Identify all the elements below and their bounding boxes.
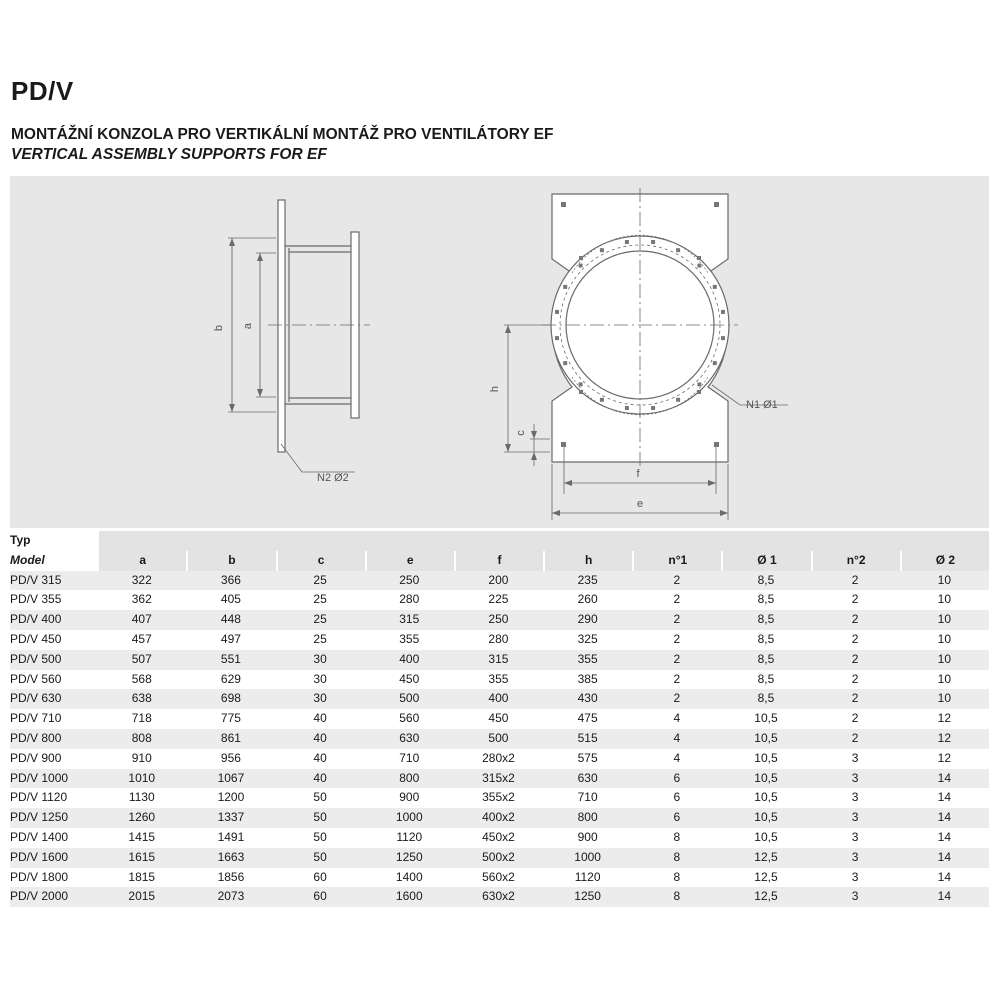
value-cell: 1260 (97, 808, 186, 828)
side-view (228, 200, 370, 472)
value-cell: 2 (811, 729, 900, 749)
value-cell: 2 (632, 610, 721, 630)
value-cell: 225 (454, 590, 543, 610)
column-header: c (276, 551, 365, 571)
column-header: n°2 (811, 551, 900, 571)
model-cell: PD/V 1250 (10, 808, 97, 828)
table-row (10, 650, 989, 670)
value-cell: 14 (900, 887, 989, 907)
value-cell: 6 (632, 769, 721, 789)
value-cell: 10,5 (721, 769, 810, 789)
value-cell: 400x2 (454, 808, 543, 828)
table-row (10, 788, 989, 808)
value-cell: 12,5 (721, 887, 810, 907)
value-cell: 2 (632, 571, 721, 591)
value-cell: 25 (276, 630, 365, 650)
value-cell: 250 (454, 610, 543, 630)
value-cell: 366 (186, 571, 275, 591)
value-cell: 14 (900, 868, 989, 888)
value-cell: 1200 (186, 788, 275, 808)
model-cell: PD/V 315 (10, 571, 97, 591)
value-cell: 629 (186, 670, 275, 690)
value-cell: 800 (365, 769, 454, 789)
value-cell: 50 (276, 848, 365, 868)
technical-drawing (10, 176, 989, 528)
value-cell: 900 (543, 828, 632, 848)
value-cell: 3 (811, 887, 900, 907)
model-cell: PD/V 900 (10, 749, 97, 769)
value-cell: 25 (276, 610, 365, 630)
value-cell: 1250 (365, 848, 454, 868)
column-header: Ø 1 (721, 551, 810, 571)
value-cell: 8,5 (721, 650, 810, 670)
value-cell: 4 (632, 709, 721, 729)
value-cell: 400 (365, 650, 454, 670)
value-cell: 2 (811, 670, 900, 690)
value-cell: 710 (365, 749, 454, 769)
value-cell: 698 (186, 689, 275, 709)
model-cell: PD/V 1400 (10, 828, 97, 848)
bolt-hole (600, 248, 604, 252)
value-cell: 1120 (365, 828, 454, 848)
value-cell: 430 (543, 689, 632, 709)
value-cell: 8,5 (721, 590, 810, 610)
value-cell: 10,5 (721, 788, 810, 808)
table-row (10, 670, 989, 690)
value-cell: 14 (900, 828, 989, 848)
value-cell: 30 (276, 689, 365, 709)
value-cell: 4 (632, 729, 721, 749)
value-cell: 710 (543, 788, 632, 808)
value-cell: 2 (811, 709, 900, 729)
value-cell: 560 (365, 709, 454, 729)
value-cell: 355x2 (454, 788, 543, 808)
page-title: PD/V (11, 76, 74, 106)
table-row (10, 887, 989, 907)
value-cell: 515 (543, 729, 632, 749)
value-cell: 14 (900, 769, 989, 789)
bolt-hole (579, 264, 583, 268)
value-cell: 50 (276, 788, 365, 808)
front-view (542, 188, 738, 468)
value-cell: 8 (632, 828, 721, 848)
value-cell: 630x2 (454, 887, 543, 907)
value-cell: 8,5 (721, 610, 810, 630)
value-cell: 2 (811, 571, 900, 591)
value-cell: 280 (454, 630, 543, 650)
subtitle-czech: MONTÁŽNÍ KONZOLA PRO VERTIKÁLNÍ MONTÁŽ PRO VENTILÁTORY EF (11, 126, 554, 143)
value-cell: 507 (97, 650, 186, 670)
bolt-hole (721, 336, 725, 340)
bolt-hole (563, 361, 567, 365)
subtitle-english: VERTICAL ASSEMBLY SUPPORTS FOR EF (11, 146, 327, 163)
value-cell: 12 (900, 749, 989, 769)
value-cell: 1000 (365, 808, 454, 828)
bolt-hole (651, 406, 655, 410)
value-cell: 6 (632, 808, 721, 828)
value-cell: 2 (811, 689, 900, 709)
value-cell: 6 (632, 788, 721, 808)
value-cell: 385 (543, 670, 632, 690)
value-cell: 40 (276, 709, 365, 729)
model-cell: PD/V 1120 (10, 788, 97, 808)
value-cell: 8,5 (721, 670, 810, 690)
value-cell: 322 (97, 571, 186, 591)
typ-label: Typ (10, 533, 31, 547)
value-cell: 260 (543, 590, 632, 610)
value-cell: 60 (276, 868, 365, 888)
value-cell: 355 (365, 630, 454, 650)
value-cell: 630 (365, 729, 454, 749)
bolt-hole (625, 406, 629, 410)
table-row (10, 769, 989, 789)
bolt-hole (625, 240, 629, 244)
value-cell: 10,5 (721, 729, 810, 749)
value-cell: 10 (900, 590, 989, 610)
value-cell: 50 (276, 828, 365, 848)
value-cell: 1856 (186, 868, 275, 888)
value-cell: 500x2 (454, 848, 543, 868)
value-cell: 551 (186, 650, 275, 670)
table-row (10, 828, 989, 848)
value-cell: 14 (900, 848, 989, 868)
value-cell: 235 (543, 571, 632, 591)
value-cell: 8 (632, 868, 721, 888)
column-headers (10, 551, 989, 571)
value-cell: 12,5 (721, 848, 810, 868)
value-cell: 14 (900, 808, 989, 828)
value-cell: 575 (543, 749, 632, 769)
column-header: Ø 2 (900, 551, 989, 571)
value-cell: 40 (276, 749, 365, 769)
value-cell: 280x2 (454, 749, 543, 769)
value-cell: 448 (186, 610, 275, 630)
dim-label-e: e (636, 498, 644, 510)
bolt-hole (555, 310, 559, 314)
dim-label-b: b (213, 324, 225, 332)
column-header: b (186, 551, 275, 571)
value-cell: 800 (543, 808, 632, 828)
value-cell: 2 (632, 650, 721, 670)
bolt-hole (676, 398, 680, 402)
value-cell: 630 (543, 769, 632, 789)
value-cell: 8,5 (721, 571, 810, 591)
model-cell: PD/V 450 (10, 630, 97, 650)
value-cell: 407 (97, 610, 186, 630)
value-cell: 568 (97, 670, 186, 690)
dim-label-f: f (636, 468, 640, 480)
value-cell: 4 (632, 749, 721, 769)
drawing-svg (10, 176, 989, 528)
spec-table (10, 531, 989, 907)
value-cell: 2 (632, 630, 721, 650)
value-cell: 560x2 (454, 868, 543, 888)
value-cell: 457 (97, 630, 186, 650)
value-cell: 3 (811, 868, 900, 888)
value-cell: 1010 (97, 769, 186, 789)
bolt-hole (721, 310, 725, 314)
value-cell: 8 (632, 887, 721, 907)
value-cell: 861 (186, 729, 275, 749)
bolt-hole (697, 264, 701, 268)
value-cell: 400 (454, 689, 543, 709)
value-cell: 450x2 (454, 828, 543, 848)
value-cell: 900 (365, 788, 454, 808)
value-cell: 14 (900, 788, 989, 808)
value-cell: 2 (811, 610, 900, 630)
value-cell: 475 (543, 709, 632, 729)
value-cell: 500 (365, 689, 454, 709)
value-cell: 10 (900, 630, 989, 650)
dim-label-n1: N1 Ø1 (746, 399, 778, 411)
value-cell: 2 (811, 590, 900, 610)
model-cell: PD/V 2000 (10, 887, 97, 907)
value-cell: 10 (900, 689, 989, 709)
model-cell: PD/V 500 (10, 650, 97, 670)
table-row (10, 808, 989, 828)
table-row (10, 848, 989, 868)
value-cell: 30 (276, 670, 365, 690)
model-cell: PD/V 355 (10, 590, 97, 610)
value-cell: 775 (186, 709, 275, 729)
model-cell: PD/V 400 (10, 610, 97, 630)
value-cell: 10,5 (721, 808, 810, 828)
table-row (10, 590, 989, 610)
value-cell: 3 (811, 788, 900, 808)
value-cell: 3 (811, 848, 900, 868)
column-header: f (454, 551, 543, 571)
value-cell: 10 (900, 670, 989, 690)
value-cell: 10,5 (721, 828, 810, 848)
value-cell: 1815 (97, 868, 186, 888)
value-cell: 3 (811, 769, 900, 789)
value-cell: 1337 (186, 808, 275, 828)
value-cell: 10,5 (721, 749, 810, 769)
model-cell: PD/V 1600 (10, 848, 97, 868)
value-cell: 2 (632, 670, 721, 690)
value-cell: 3 (811, 828, 900, 848)
value-cell: 2073 (186, 887, 275, 907)
bolt-hole (676, 248, 680, 252)
value-cell: 325 (543, 630, 632, 650)
column-header: h (543, 551, 632, 571)
value-cell: 12,5 (721, 868, 810, 888)
value-cell: 200 (454, 571, 543, 591)
table-corner-header (10, 531, 97, 571)
value-cell: 10,5 (721, 709, 810, 729)
value-cell: 10 (900, 571, 989, 591)
header-band (97, 531, 989, 551)
column-header: n°1 (632, 551, 721, 571)
value-cell: 1415 (97, 828, 186, 848)
dim-label-a: a (242, 322, 254, 330)
value-cell: 1067 (186, 769, 275, 789)
value-cell: 497 (186, 630, 275, 650)
bolt-hole (697, 382, 701, 386)
value-cell: 405 (186, 590, 275, 610)
value-cell: 500 (454, 729, 543, 749)
bolt-hole (579, 382, 583, 386)
value-cell: 315 (454, 650, 543, 670)
value-cell: 638 (97, 689, 186, 709)
table-row (10, 571, 989, 591)
value-cell: 450 (365, 670, 454, 690)
value-cell: 1250 (543, 887, 632, 907)
value-cell: 1000 (543, 848, 632, 868)
dim-label-n2: N2 Ø2 (317, 472, 349, 484)
column-header: a (97, 551, 186, 571)
value-cell: 2 (632, 590, 721, 610)
value-cell: 1615 (97, 848, 186, 868)
value-cell: 2 (811, 630, 900, 650)
table-row (10, 630, 989, 650)
value-cell: 3 (811, 749, 900, 769)
value-cell: 355 (543, 650, 632, 670)
bolt-hole (600, 398, 604, 402)
table-row (10, 868, 989, 888)
value-cell: 315 (365, 610, 454, 630)
value-cell: 2 (632, 689, 721, 709)
value-cell: 3 (811, 808, 900, 828)
model-cell: PD/V 710 (10, 709, 97, 729)
model-cell: PD/V 1000 (10, 769, 97, 789)
value-cell: 250 (365, 571, 454, 591)
bolt-hole (713, 361, 717, 365)
table-row (10, 709, 989, 729)
table-row (10, 610, 989, 630)
value-cell: 315x2 (454, 769, 543, 789)
table-row (10, 689, 989, 709)
table-body (10, 571, 989, 908)
table-row (10, 749, 989, 769)
value-cell: 290 (543, 610, 632, 630)
value-cell: 10 (900, 610, 989, 630)
value-cell: 8,5 (721, 689, 810, 709)
value-cell: 40 (276, 769, 365, 789)
model-cell: PD/V 1800 (10, 868, 97, 888)
value-cell: 1663 (186, 848, 275, 868)
value-cell: 1600 (365, 887, 454, 907)
bolt-hole (563, 285, 567, 289)
value-cell: 8,5 (721, 630, 810, 650)
value-cell: 355 (454, 670, 543, 690)
value-cell: 1491 (186, 828, 275, 848)
value-cell: 1120 (543, 868, 632, 888)
column-header: e (365, 551, 454, 571)
model-label: Model (10, 552, 45, 567)
value-cell: 1130 (97, 788, 186, 808)
value-cell: 25 (276, 590, 365, 610)
bolt-hole (651, 240, 655, 244)
dim-label-c: c (515, 430, 527, 436)
value-cell: 12 (900, 709, 989, 729)
value-cell: 25 (276, 571, 365, 591)
value-cell: 50 (276, 808, 365, 828)
value-cell: 956 (186, 749, 275, 769)
value-cell: 10 (900, 650, 989, 670)
value-cell: 718 (97, 709, 186, 729)
value-cell: 280 (365, 590, 454, 610)
value-cell: 60 (276, 887, 365, 907)
side-mounting-plate (278, 200, 285, 452)
value-cell: 2015 (97, 887, 186, 907)
value-cell: 12 (900, 729, 989, 749)
value-cell: 450 (454, 709, 543, 729)
dim-label-h: h (489, 385, 501, 393)
model-cell: PD/V 630 (10, 689, 97, 709)
value-cell: 362 (97, 590, 186, 610)
value-cell: 910 (97, 749, 186, 769)
value-cell: 40 (276, 729, 365, 749)
bolt-hole (555, 336, 559, 340)
value-cell: 8 (632, 848, 721, 868)
value-cell: 808 (97, 729, 186, 749)
value-cell: 1400 (365, 868, 454, 888)
value-cell: 30 (276, 650, 365, 670)
value-cell: 2 (811, 650, 900, 670)
model-cell: PD/V 800 (10, 729, 97, 749)
model-cell: PD/V 560 (10, 670, 97, 690)
table-row (10, 729, 989, 749)
bolt-hole (713, 285, 717, 289)
